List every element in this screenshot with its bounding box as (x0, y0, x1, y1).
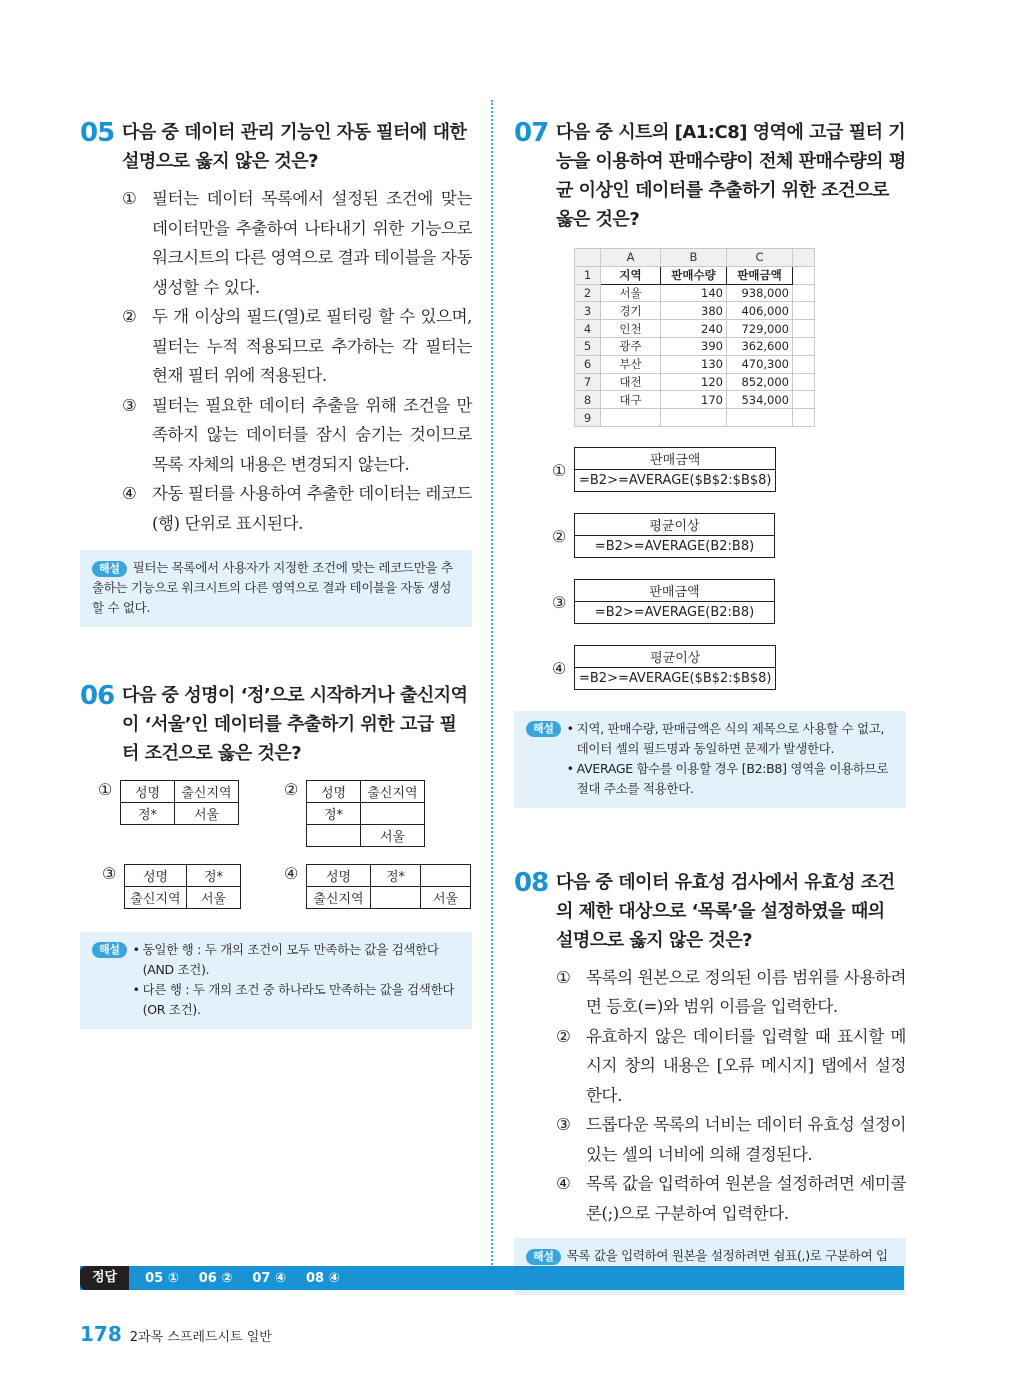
criteria-option-3: ③ 성명 정* 출신지역 서울 (124, 864, 241, 909)
option-3: ③ 필터는 필요한 데이터 추출을 위해 조건을 만족하지 않는 데이터를 잠시 숨기는 것이므로 목록 자체의 내용은 변경되지 않는다. (122, 395, 472, 474)
criteria-option-2: ② 평균이상 =B2>=AVERAGE(B2:B8) (574, 513, 906, 573)
question-number: 08 (514, 867, 549, 898)
option-1: ① 필터는 데이터 목록에서 설정된 조건에 맞는 데이터만을 추출하여 나타내기 위한 기능으로 워크시트의 다른 영역으로 결과 테이블을 자동 생성할 수 있다. (122, 189, 472, 297)
answer-item: 07 ④ (252, 1270, 286, 1286)
question-07 (514, 118, 906, 234)
solution-06: 해설 • 동일한 행 : 두 개의 조건이 모두 만족하는 값을 검색한다(AND 조건). • 다른 행 : 두 개의 조건 중 하나라도 만족하는 값을 검색한다(OR 조건). (80, 932, 472, 1029)
option-4: ④ 자동 필터를 사용하여 추출한 데이터는 레코드(행) 단위로 표시된다. (122, 484, 472, 533)
solution-badge: 해설 (92, 942, 127, 958)
table-row: 6 부산 130 470,300 (575, 355, 815, 373)
criteria-option-3: ③ 판매금액 =B2>=AVERAGE(B2:B8) (574, 579, 906, 639)
table-row: 2 서울 140 938,000 (575, 284, 815, 302)
spreadsheet-table: A B C 1 지역 판매수량 판매금액 2 서울 140 938,000 3 경기 380 406,000 4 인천 240 729,000 5 광주 390 362,600 6 부산 130 470,300 7 대전 120 852,000 8 대구 170 534,000 9 (574, 248, 815, 427)
question-05 (80, 118, 472, 538)
question-number: 07 (514, 118, 549, 148)
page-number: 178 (80, 1322, 122, 1346)
question-06 (80, 681, 472, 768)
table-row: 9 (575, 409, 815, 427)
question-number: 05 (80, 118, 115, 148)
option-2: ② 유효하지 않은 데이터를 입력할 때 표시할 메시지 창의 내용은 [오류 메시지] 탭에서 설정한다. (556, 1026, 906, 1105)
table-row: 7 대전 120 852,000 (575, 373, 815, 391)
option-4: ④ 목록 값을 입력하여 원본을 설정하려면 세미콜론(;)으로 구분하여 입력한다. (556, 1174, 906, 1223)
solution-badge: 해설 (92, 561, 127, 577)
option-2: ② 두 개 이상의 필드(열)로 필터링 할 수 있으며, 필터는 누적 적용되므로 추가하는 각 필터는 현재 필터 위에 적용된다. (122, 307, 472, 385)
solution-05: 해설 필터는 목록에서 사용자가 지정한 조건에 맞는 레코드만을 추출하는 기능으로 워크시트의 다른 영역으로 결과 테이블을 자동 생성할 수 없다. (80, 550, 472, 627)
question-text: 다음 중 시트의 [A1:C8] 영역에 고급 필터 기능을 이용하여 판매수량이 전체 판매수량의 평균 이상인 데이터를 추출하기 위한 조건으로 옳은 것은? (556, 122, 906, 230)
column-divider (491, 100, 493, 1268)
section-title: 2과목 스프레드시트 일반 (129, 1330, 272, 1345)
option-1: ① 목록의 원본으로 정의된 이름 범위를 사용하려면 등호(=)와 범위 이름을 입력한다. (556, 967, 906, 1017)
table-row: 5 광주 390 362,600 (575, 337, 815, 355)
criteria-option-1: ① 판매금액 =B2>=AVERAGE($B$2:$B$8) (574, 447, 906, 507)
answer-label: 정답 (80, 1266, 129, 1290)
page-footer (80, 1322, 272, 1346)
criteria-option-4: ④ 성명 정* 출신지역 서울 (306, 864, 471, 909)
answer-item: 05 ① (145, 1270, 179, 1286)
criteria-options-06 (98, 776, 472, 926)
question-text: 다음 중 데이터 유효성 검사에서 유효성 조건의 제한 대상으로 ‘목록’을 설정하였을 때의 설명으로 옳지 않은 것은? (556, 871, 895, 951)
solution-badge: 해설 (526, 721, 561, 737)
solution-08: 해설 목록 값을 입력하여 원본을 설정하려면 쉼표(,)로 구분하여 입 (514, 1238, 906, 1295)
criteria-option-1: ① 성명 출신지역 정* 서울 (120, 780, 239, 825)
right-column (514, 118, 906, 1295)
question-number: 06 (80, 681, 115, 711)
solution-badge: 해설 (526, 1249, 561, 1265)
table-row: 4 인천 240 729,000 (575, 320, 815, 338)
option-3: ③ 드롭다운 목록의 너비는 데이터 유효성 설정이 있는 셀의 너비에 의해 결정된다. (556, 1115, 906, 1164)
left-column (80, 118, 472, 1029)
criteria-option-4: ④ 평균이상 =B2>=AVERAGE($B$2:$B$8) (574, 645, 906, 705)
question-text: 다음 중 성명이 ‘정’으로 시작하거나 출신지역이 ‘서울’인 데이터를 추출하기 위한 고급 필터 조건으로 옳은 것은? (122, 685, 468, 764)
criteria-option-2: ② 성명 출신지역 정* 서울 (306, 780, 425, 847)
sheet-corner (575, 249, 601, 267)
answer-bar (80, 1266, 904, 1290)
question-text: 다음 중 데이터 관리 기능인 자동 필터에 대한 설명으로 옳지 않은 것은? (122, 122, 467, 172)
table-row: 3 경기 380 406,000 (575, 302, 815, 320)
table-row: 8 대구 170 534,000 (575, 391, 815, 409)
question-08 (514, 868, 906, 1229)
answer-item: 08 ④ (306, 1270, 340, 1286)
answer-item: 06 ② (198, 1270, 233, 1286)
solution-07: 해설 • 지역, 판매수량, 판매금액은 식의 제목으로 사용할 수 없고, 데이터 셀의 필드명과 동일하면 문제가 발생한다. • AVERAGE 함수를 이용할 경우 [B2:B8] 영역을 이용하므로 절대 주소를 적용한다. (514, 711, 906, 808)
